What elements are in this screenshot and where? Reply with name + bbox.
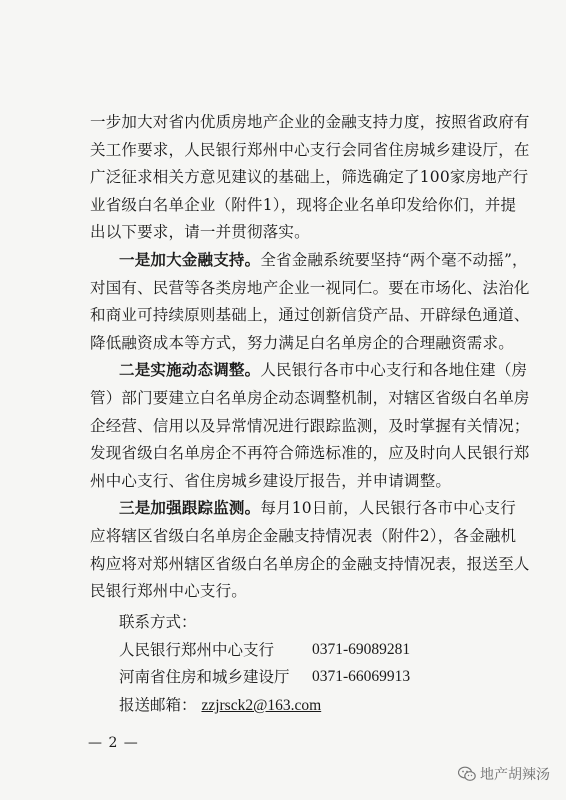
paragraph-3-line: 州中心支行、省住房城乡建设厅报告，并申请调整。 xyxy=(90,472,452,490)
paragraph-4-line: 民银行郑州中心支行。 xyxy=(90,582,248,600)
paragraph-4-line: 应将辖区省级白名单房企金融支持情况表（附件2），各金融机 xyxy=(90,527,517,545)
paragraph-3-first-line xyxy=(119,360,527,380)
paragraph-3-heading: 二是实施动态调整。 xyxy=(119,360,261,379)
paragraph-1-line: 一步加大对省内优质房地产企业的金融支持力度，按照省政府有 xyxy=(90,113,530,131)
page-number: — 2 — xyxy=(88,735,139,751)
paragraph-2-line: 对国有、民营等各类房地产企业一视同仁。要在市场化、法治化 xyxy=(90,279,530,297)
contact-phone: 0371-69089281 xyxy=(312,641,411,658)
paragraph-2-text: 全省金融系统要坚持“两个毫不动摇”， xyxy=(260,251,528,269)
email-row xyxy=(119,695,321,716)
paragraph-4-first-line xyxy=(119,498,516,518)
paragraph-1-line: 关工作要求，人民银行郑州中心支行会同省住房城乡建设厅，在 xyxy=(90,141,530,159)
paragraph-1-line: 业省级白名单企业（附件1），现将企业名单印发给你们，并提 xyxy=(90,196,517,214)
wechat-icon xyxy=(458,766,476,782)
contact-phone: 0371-66069913 xyxy=(312,668,411,685)
email-link[interactable]: zzjrsck2@163.com xyxy=(201,697,322,714)
paragraph-3-line: 企经营、信用以及异常情况进行跟踪监测，及时掌握有关情况； xyxy=(90,417,530,435)
paragraph-1-line: 广泛征求相关方意见建议的基础上，筛选确定了100家房地产行 xyxy=(90,168,529,186)
paragraph-4-heading: 三是加强跟踪监测。 xyxy=(119,498,261,517)
paragraph-4-line: 构应将对郑州辖区省级白名单房企的金融支持情况表，报送至人 xyxy=(90,555,530,573)
watermark-text: 地产胡辣汤 xyxy=(480,767,550,783)
paragraph-3-line: 管）部门要建立白名单房企动态调整机制，对辖区省级白名单房 xyxy=(90,389,530,407)
email-label: 报送邮箱： xyxy=(119,696,197,714)
paragraph-2-first-line xyxy=(119,250,528,270)
contact-label: 联系方式： xyxy=(119,613,197,631)
contact-org: 人民银行郑州中心支行 xyxy=(119,641,275,659)
contact-org: 河南省住房和城乡建设厅 xyxy=(119,668,290,686)
paragraph-2-line: 和商业可持续原则基础上，通过创新信贷产品、开辟绿色通道、 xyxy=(90,306,530,324)
watermark xyxy=(458,764,550,784)
paragraph-3-line: 发现省级白名单房企不再符合筛选标准的，应及时向人民银行郑 xyxy=(90,444,530,462)
paragraph-3-text: 人民银行各市中心支行和各地住建（房 xyxy=(260,361,528,379)
paragraph-2-heading: 一是加大金融支持。 xyxy=(119,250,261,269)
paragraph-2-line: 降低融资成本等方式，努力满足白名单房企的合理融资需求。 xyxy=(90,334,514,352)
paragraph-1-line: 出以下要求，请一并贯彻落实。 xyxy=(90,223,310,241)
paragraph-4-text: 每月10日前，人民银行各市中心支行 xyxy=(260,499,516,517)
